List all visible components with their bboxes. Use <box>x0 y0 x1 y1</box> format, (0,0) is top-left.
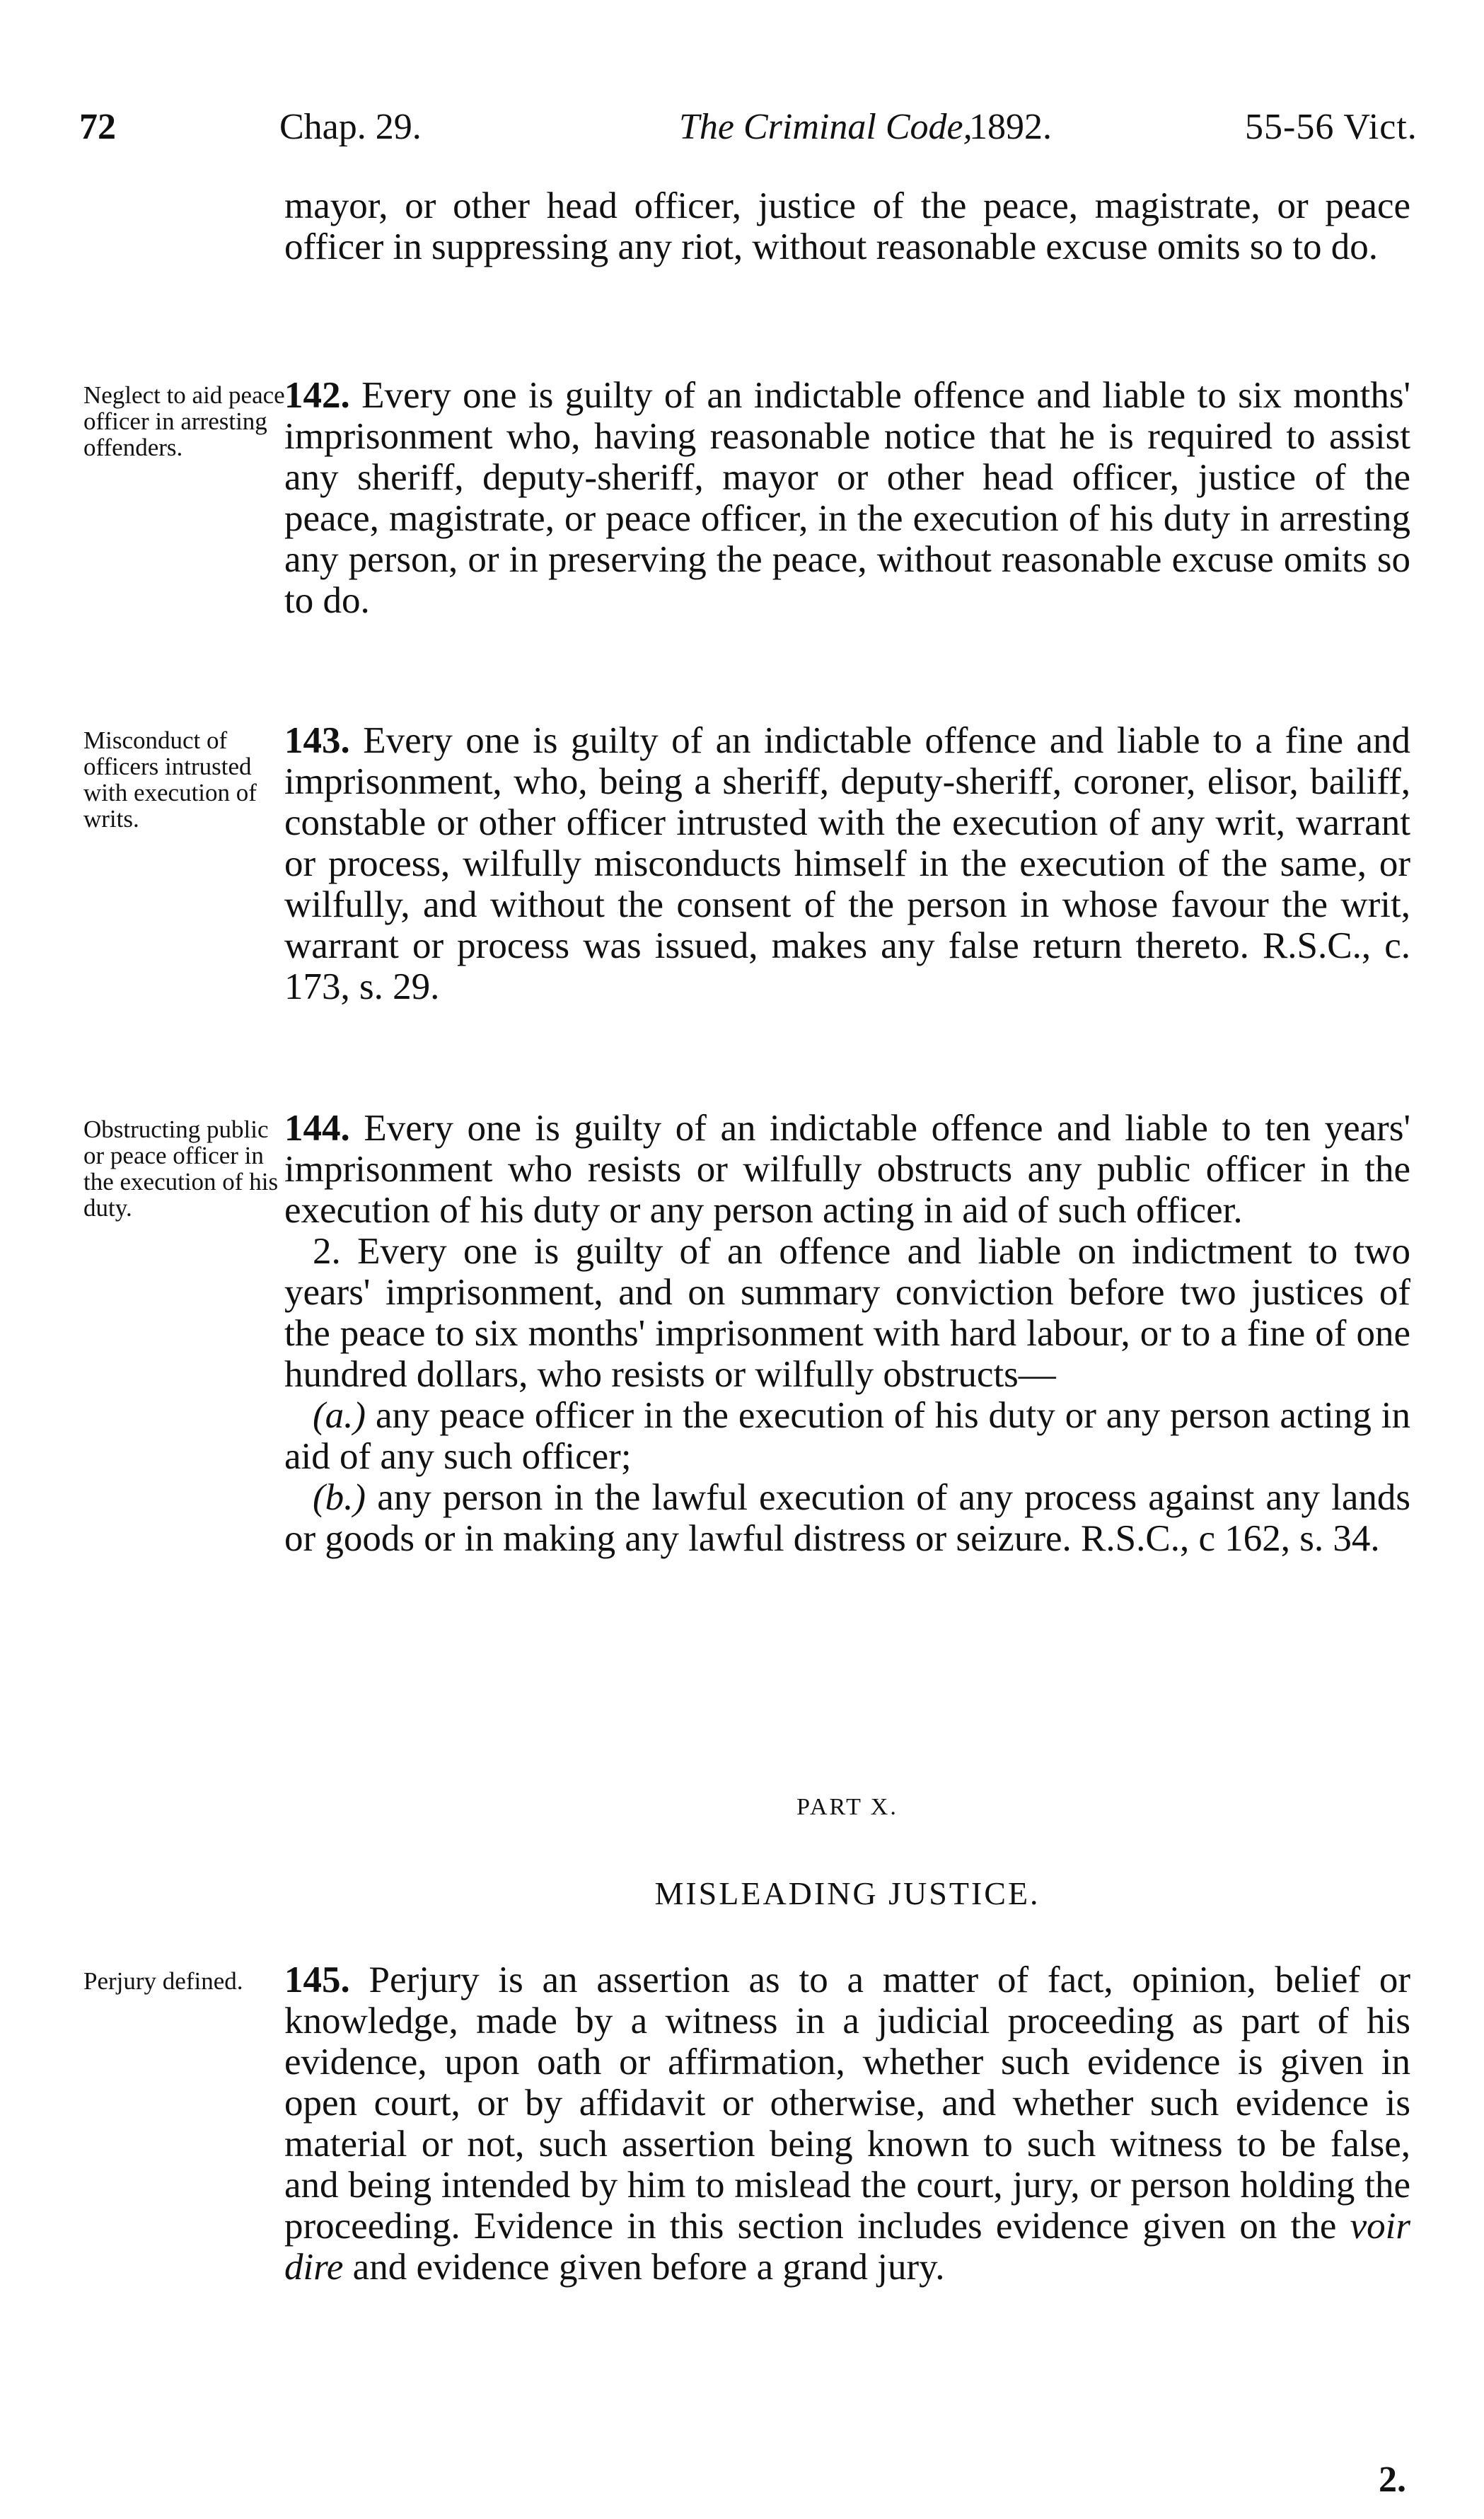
section-145: 145. Perjury is an assertion as to a matter of fact, opinion, belief or knowledge, made by a witness in a judicial proceeding as part of his evidence, upon oath or affirmation, whether such evidence is given in open court, or by affidavit or otherwise, and whether such evidence is material or not, such assertion being known to such witness to be false, and being intended by him to mislead the court, jury, or person holding the proceeding. Evidence in this section includes evidence given on the voir dire and evidence given before a grand jury. <box>284 1959 1411 2288</box>
catchword: 2. <box>1379 2460 1406 2500</box>
margin-note-142: Neglect to aid peace officer in arresting offenders. <box>83 381 285 461</box>
header-title: The Criminal Code, <box>679 107 973 147</box>
section-143 <box>284 720 1410 1007</box>
margin-note-145: Perjury defined. <box>83 1967 243 1995</box>
margin-note-144: Obstructing public or peace officer in the execution of his duty. <box>83 1116 279 1222</box>
section-number-142: 142. <box>284 375 350 416</box>
section-text-143: Every one is guilty of an indictable offence and liable to a fine and imprisonment, who, being a sheriff, deputy-sheriff, coroner, elisor, bailiff, constable or other officer intrusted with the execution of any writ, warrant or process, wilfully misconducts himself in the execution of the same, or wilfully, and without the consent of the person in whose favour the writ, warrant or process was issued, makes any false return thereto. R.S.C., c. 173, s. 29. <box>284 720 1411 1007</box>
section-number-145: 145. <box>284 1959 350 2000</box>
page-number: 72 <box>79 107 116 147</box>
header-regnal-year: 55-56 Vict. <box>1245 107 1418 147</box>
section-text-142: Every one is guilty of an indictable offence and liable to six months' imprisonment who, having reasonable notice that he is required to assist any sheriff, deputy-sheriff, mayor or other head officer, justice of the peace, magistrate, or peace officer, in the execution of his duty in arresting any person, or in preserving the peace, without reasonable excuse omits so to do. <box>284 375 1411 621</box>
part-label: PART X. <box>796 1794 898 1820</box>
part-heading: MISLEADING JUSTICE. <box>654 1875 1040 1911</box>
paragraph-a: (a.) any peace officer in the execution of his duty or any person acting in aid of any such officer; <box>284 1395 1410 1477</box>
section-142 <box>284 375 1410 621</box>
section-text-144: Every one is guilty of an indictable offence and liable to ten years' imprisonment who resists or wilfully obstructs any public officer in the execution of his duty or any person acting in aid of such officer. <box>284 1108 1411 1231</box>
paragraph-b: (b.) any person in the lawful execution of any process against any lands or goods or in making any lawful distress or seizure. R.S.C., c 162, s. 34. <box>284 1477 1410 1559</box>
chapter-label: Chap. 29. <box>279 107 422 147</box>
section-number-143: 143. <box>284 720 350 761</box>
italic-term: voir dire <box>284 2206 1411 2288</box>
header-year: 1892. <box>969 107 1052 147</box>
margin-note-143: Misconduct of officers intrusted with execution of writs. <box>83 726 257 833</box>
running-header <box>79 106 1418 163</box>
section-number-144: 144. <box>284 1108 350 1149</box>
continuation-paragraph: mayor, or other head officer, justice of the peace, magistrate, or peace officer in suppressing any riot, without reasonable excuse omits so to do. <box>284 185 1410 267</box>
section-144 <box>284 1108 1410 1559</box>
subsection-2: 2. Every one is guilty of an offence and liable on indictment to two years' imprisonment, and on summary conviction before two justices of the peace to six months' imprisonment with hard labour, or to a fine of one hundred dollars, who resists or wilfully obstructs— <box>284 1231 1410 1395</box>
